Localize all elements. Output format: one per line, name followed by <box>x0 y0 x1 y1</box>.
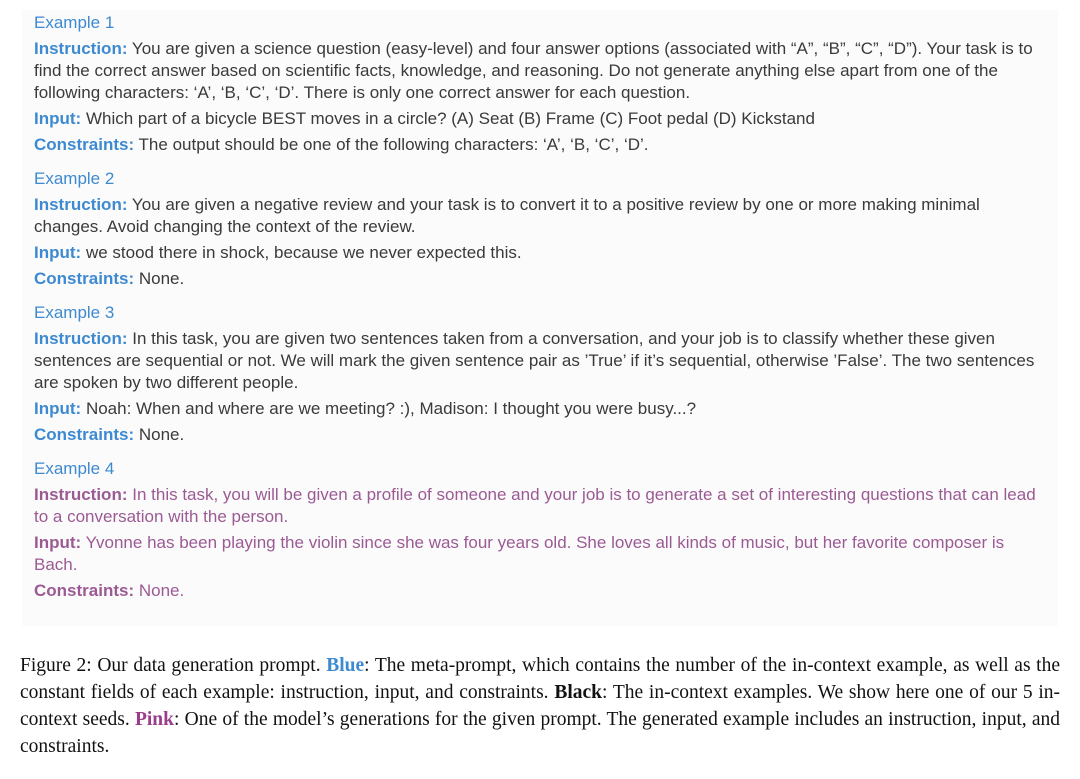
input-label: Input: <box>34 243 82 262</box>
input-text: Noah: When and where are we meeting? :), Madison: I thought you were busy...? <box>85 399 697 418</box>
caption-part-1: Figure 2: Our data generation prompt. <box>20 655 327 676</box>
instruction-text: You are given a negative review and your task is to convert it to a positive review by one or more making minimal changes. Avoid changing the context of the review. <box>34 195 980 236</box>
constraints-text: None. <box>138 425 185 444</box>
example-4-generated <box>34 458 1046 602</box>
caption-pink-word: Pink <box>134 709 174 730</box>
instruction-field <box>34 38 1046 104</box>
constraints-text: None. <box>138 269 185 288</box>
input-text: Which part of a bicycle BEST moves in a circle? (A) Seat (B) Frame (C) Foot pedal (D) Kickstand <box>85 109 815 128</box>
constraints-field <box>34 268 1046 290</box>
constraints-label: Constraints: <box>34 135 135 154</box>
input-label: Input: <box>34 109 82 128</box>
input-text: we stood there in shock, because we never expected this. <box>85 243 522 262</box>
input-field <box>34 398 1046 420</box>
example-title: Example 2 <box>34 169 115 188</box>
instruction-text: In this task, you will be given a profile of someone and your job is to generate a set of interesting questions that can lead to a conversation with the person. <box>34 485 1036 526</box>
example-title: Example 1 <box>34 13 115 32</box>
caption-part-4: : One of the model’s generations for the given prompt. The generated example includes an instruction, input, and constraints. <box>20 709 1060 757</box>
constraints-field <box>34 424 1046 446</box>
input-field <box>34 242 1046 264</box>
example-2 <box>34 168 1046 290</box>
example-title: Example 3 <box>34 303 115 322</box>
instruction-label: Instruction: <box>34 39 128 58</box>
input-label: Input: <box>34 399 82 418</box>
example-title: Example 4 <box>34 459 115 478</box>
constraints-field <box>34 580 1046 602</box>
constraints-field <box>34 134 1046 156</box>
instruction-label: Instruction: <box>34 195 128 214</box>
caption-part-3: : The in-context examples. We show here one of our 5 in-context seeds. <box>20 682 1060 730</box>
input-field <box>34 532 1046 576</box>
constraints-text: None. <box>138 581 185 600</box>
instruction-field <box>34 484 1046 528</box>
constraints-label: Constraints: <box>34 269 135 288</box>
example-3 <box>34 302 1046 446</box>
caption-black-word: Black <box>554 682 603 703</box>
constraints-label: Constraints: <box>34 425 135 444</box>
input-label: Input: <box>34 533 82 552</box>
instruction-label: Instruction: <box>34 485 128 504</box>
example-1 <box>34 12 1046 156</box>
input-text: Yvonne has been playing the violin since she was four years old. She loves all kinds of music, but her favorite composer is Bach. <box>34 533 1005 574</box>
figure-caption <box>20 652 1060 760</box>
constraints-label: Constraints: <box>34 581 135 600</box>
instruction-text: You are given a science question (easy-level) and four answer options (associated with “A”, “B”, “C”, “D”). Your task is to find the correct answer based on scientific facts, knowledge, and reasoning. Do not generate anything else apart from one of the following characters: ‘A’, ‘B, ‘C’, ‘D’. There is only one correct answer for each question. <box>34 39 1033 102</box>
caption-blue-word: Blue <box>326 655 365 676</box>
prompt-panel <box>22 10 1058 626</box>
instruction-field <box>34 194 1046 238</box>
instruction-label: Instruction: <box>34 329 128 348</box>
caption-part-2: : The meta-prompt, which contains the number of the in-context example, as well as the constant fields of each example: instruction, input, and constraints. <box>20 655 1060 703</box>
instruction-text: In this task, you are given two sentences taken from a conversation, and your job is to classify whether these given sentences are sequential or not. We will mark the given sentence pair as ’True’ if it’s sequential, otherwise ’False’. The two sentences are spoken by two different people. <box>34 329 1035 392</box>
input-field <box>34 108 1046 130</box>
constraints-text: The output should be one of the following characters: ‘A’, ‘B, ‘C’, ‘D’. <box>138 135 649 154</box>
instruction-field <box>34 328 1046 394</box>
